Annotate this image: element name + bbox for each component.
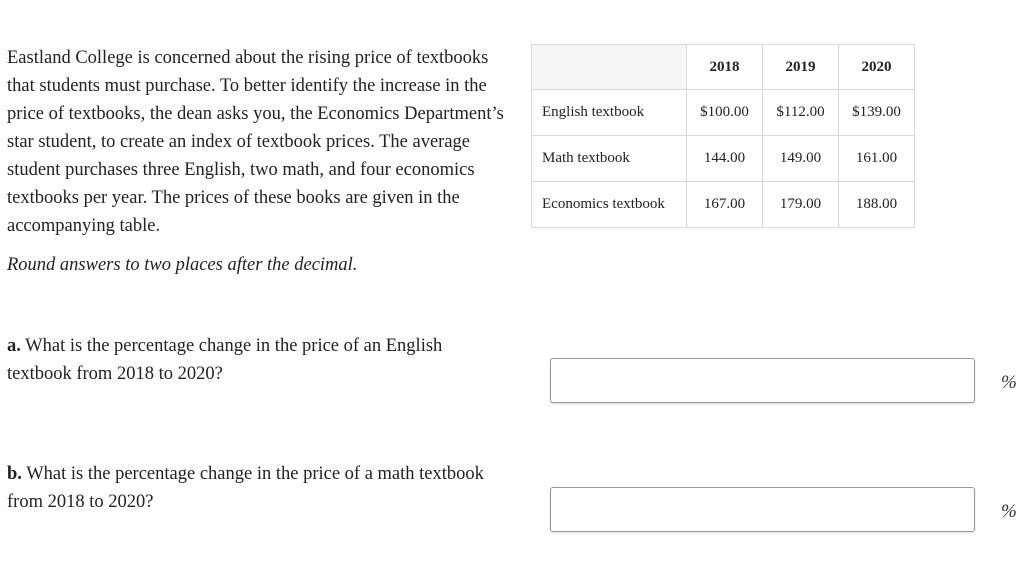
table-row bbox=[532, 90, 915, 136]
row-label-math: Math textbook bbox=[532, 136, 687, 182]
table-row bbox=[532, 182, 915, 228]
question-a bbox=[7, 332, 507, 388]
question-b-letter: b. bbox=[7, 464, 22, 484]
price-cell: $112.00 bbox=[763, 90, 839, 136]
answer-a-input[interactable] bbox=[550, 358, 975, 403]
percent-unit-a: % bbox=[1001, 372, 1017, 393]
textbook-price-table bbox=[531, 44, 915, 228]
price-cell: 167.00 bbox=[687, 182, 763, 228]
question-a-letter: a. bbox=[7, 336, 21, 356]
price-cell: 144.00 bbox=[687, 136, 763, 182]
percent-unit-b: % bbox=[1001, 501, 1017, 522]
price-cell: $100.00 bbox=[687, 90, 763, 136]
row-label-economics: Economics textbook bbox=[532, 182, 687, 228]
price-cell: 179.00 bbox=[763, 182, 839, 228]
question-b-text: What is the percentage change in the price of a math textbook from 2018 to 2020? bbox=[7, 464, 484, 512]
year-header-2018: 2018 bbox=[687, 45, 763, 90]
question-b bbox=[7, 460, 507, 516]
price-cell: 149.00 bbox=[763, 136, 839, 182]
year-header-2020: 2020 bbox=[839, 45, 915, 90]
table-row bbox=[532, 136, 915, 182]
year-header-2019: 2019 bbox=[763, 45, 839, 90]
price-cell: 188.00 bbox=[839, 182, 915, 228]
price-cell: 161.00 bbox=[839, 136, 915, 182]
price-cell: $139.00 bbox=[839, 90, 915, 136]
question-a-text: What is the percentage change in the price of an English textbook from 2018 to 2020? bbox=[7, 336, 443, 384]
problem-intro-text: Eastland College is concerned about the rising price of textbooks that students must purchase. To better identify the increase in the price of textbooks, the dean asks you, the Economics Department’s star student, to create an index of textbook prices. The average student purchases three English, two math, and four economics textbooks per year. The prices of these books are given in the accompanying table. bbox=[7, 48, 504, 236]
rounding-instruction: Round answers to two places after the decimal. bbox=[7, 255, 358, 275]
row-label-english: English textbook bbox=[532, 90, 687, 136]
answer-b-input[interactable] bbox=[550, 487, 975, 532]
table-corner-cell bbox=[532, 45, 687, 90]
table-header-row bbox=[532, 45, 915, 90]
